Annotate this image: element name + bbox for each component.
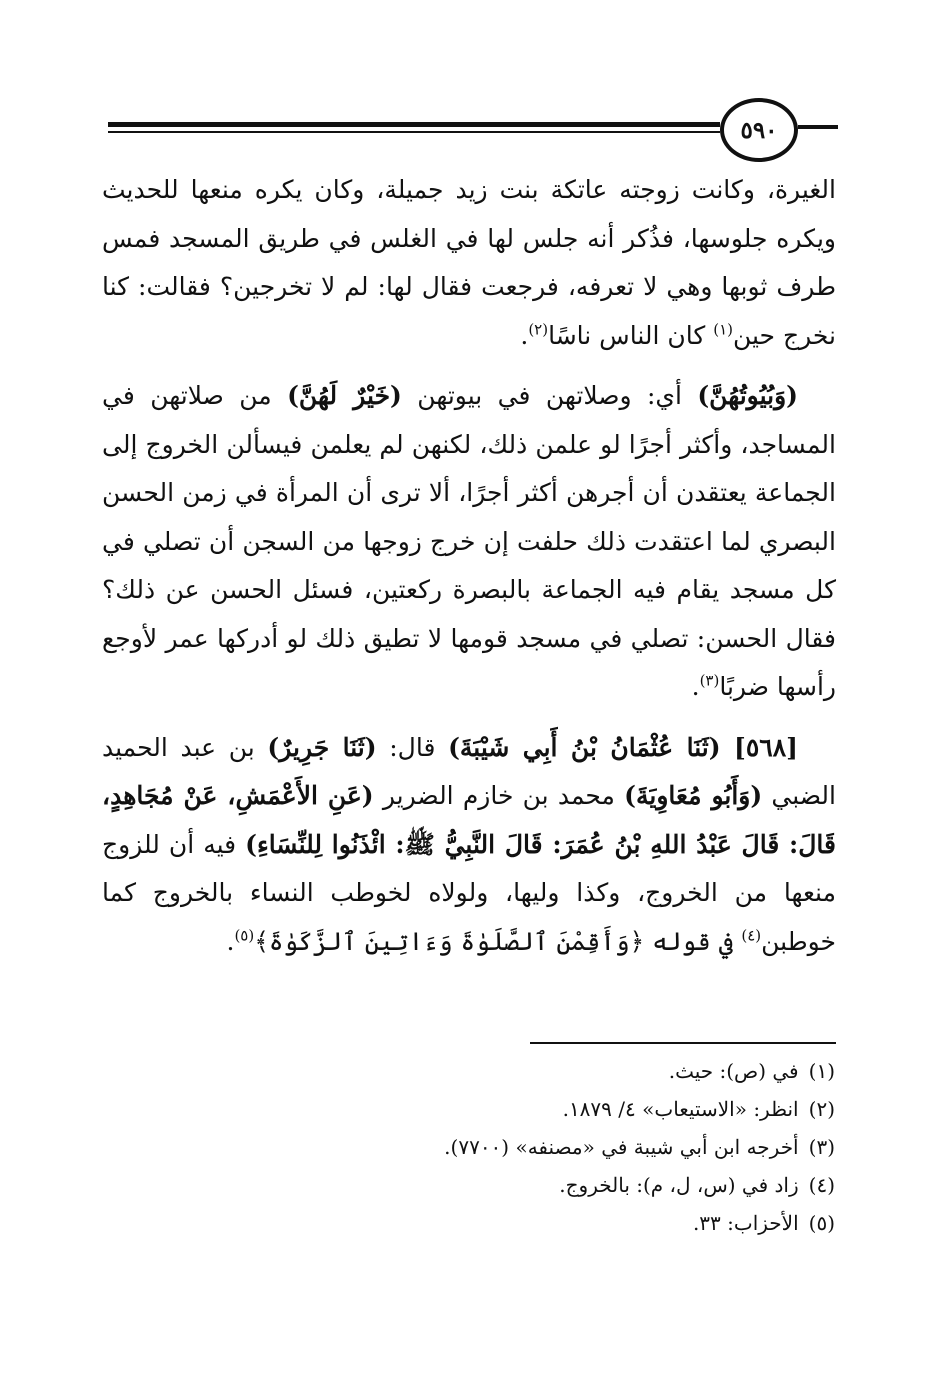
footnote-item xyxy=(115,1166,835,1204)
hadith-text: (عَنِ الأَعْمَشِ، عَنْ مُجَاهِدٍ، قَالَ: قَالَ عَبْدُ اللهِ بْنُ عُمَرَ: قَالَ النَّبِيُّ ﷺ: ائْذَنُوا لِلنِّسَاءِ) xyxy=(102,781,836,859)
footnotes xyxy=(115,1052,835,1242)
header-rule-thick xyxy=(108,122,720,127)
hadith-phrase: (وَبُيُوتُهُنَّ) xyxy=(697,381,798,410)
footnote-separator xyxy=(530,1042,836,1044)
hadith-phrase: (وَأَبُو مُعَاوِيَةَ) xyxy=(624,781,763,810)
footnote-text: أخرجه ابن أبي شيبة في «مصنفه» (٧٧٠٠). xyxy=(444,1135,799,1159)
paragraph-3 xyxy=(102,724,836,967)
footnote-item xyxy=(115,1052,835,1090)
footnote-text: انظر: «الاستيعاب» ٤/ ١٨٧٩. xyxy=(562,1097,799,1121)
paragraph-2 xyxy=(102,372,836,712)
paragraph-text: فيه أن للزوج منعها من الخروج، وكذا وليها، ولولاه لخوطب النساء بالخروج كما خوطبن xyxy=(102,829,836,956)
footnote-text: الأحزاب: ٣٣. xyxy=(692,1211,799,1235)
footnote-number: (٤) xyxy=(808,1173,835,1197)
paragraph-text: من صلاتهن في المساجد، وأكثر أجرًا لو علمن ذلك، لكنهن لم يعلمن فيسألن الخروج إلى الجماعة يعتقدن أن أجرهن أكثر أجرًا، ألا ترى أن المرأة في زمن الحسن البصري لما اعتقدت ذلك حلفت إن خرج زوجها من السجن أن تصلي في كل مسجد يقام فيه الجماعة بالبصرة ركعتين، فسئل الحسن عن ذلك؟ فقال الحسن: تصلي في مسجد قومها لا تطيق ذلك لو أدركها عمر لأوجع رأسها ضربًا xyxy=(102,381,836,701)
paragraph-text: كان الناس ناسًا xyxy=(548,320,714,350)
footnote-marker: (٥) xyxy=(234,926,255,945)
footnote-text: في (ص): حيث. xyxy=(668,1059,799,1083)
header-rule-thin xyxy=(108,131,720,133)
footnote-marker: (٢) xyxy=(528,320,549,339)
footnote-item xyxy=(115,1204,835,1242)
paragraph-text: بن عبد الحميد الضبي xyxy=(102,732,836,810)
hadith-number-and-chain: [٥٦٨] (ثَنَا عُثْمَانُ بْنُ أَبِي شَيْبَةَ) xyxy=(448,732,798,762)
paragraph-text: . xyxy=(226,926,235,956)
footnote-marker: (٣) xyxy=(699,671,720,690)
footnote-item xyxy=(115,1128,835,1166)
paragraph-text: محمد بن خازم الضرير xyxy=(373,781,625,810)
paragraph-1 xyxy=(102,166,836,360)
page-header xyxy=(108,96,838,156)
footnote-text: زاد في (س، ل، م): بالخروج. xyxy=(559,1173,799,1197)
footnote-item xyxy=(115,1090,835,1128)
paragraph-text: قال: xyxy=(376,732,449,762)
footnote-number: (١) xyxy=(808,1059,835,1083)
hadith-phrase: (ثَنَا جَرِيرٌ) xyxy=(267,732,377,762)
main-text xyxy=(102,166,836,978)
paragraph-text: . xyxy=(520,320,529,350)
footnote-number: (٣) xyxy=(808,1135,835,1159)
header-rule-right xyxy=(798,125,838,129)
paragraph-text: . xyxy=(691,672,700,701)
page-number: ٥٩٠ xyxy=(720,98,798,162)
footnote-number: (٢) xyxy=(808,1097,835,1121)
footnote-marker: (١) xyxy=(713,320,733,339)
quran-verse: ﴿وَأَقِمْنَ ٱلصَّلَوٰةَ وَءَاتِينَ ٱلزَّكَوٰةَ﴾ xyxy=(254,926,645,956)
footnote-marker: (٤) xyxy=(741,926,762,945)
paragraph-text: في قوله xyxy=(644,926,742,956)
hadith-phrase: (خَيْرٌ لَهُنَّ) xyxy=(287,381,402,410)
paragraph-text: أي: وصلاتهن في بيوتهن xyxy=(401,381,698,410)
footnote-number: (٥) xyxy=(808,1211,835,1235)
paragraph-text: الغيرة، وكانت زوجته عاتكة بنت زيد جميلة، وكان يكره منعها للحديث ويكره جلوسها، فذُكر أنه جلس لها في الغلس في طريق المسجد فمس طرف ثوبها وهي لا تعرفه، فرجعت فقال لها: لم لا تخرجين؟ فقالت: كنا نخرج حين xyxy=(102,175,836,350)
